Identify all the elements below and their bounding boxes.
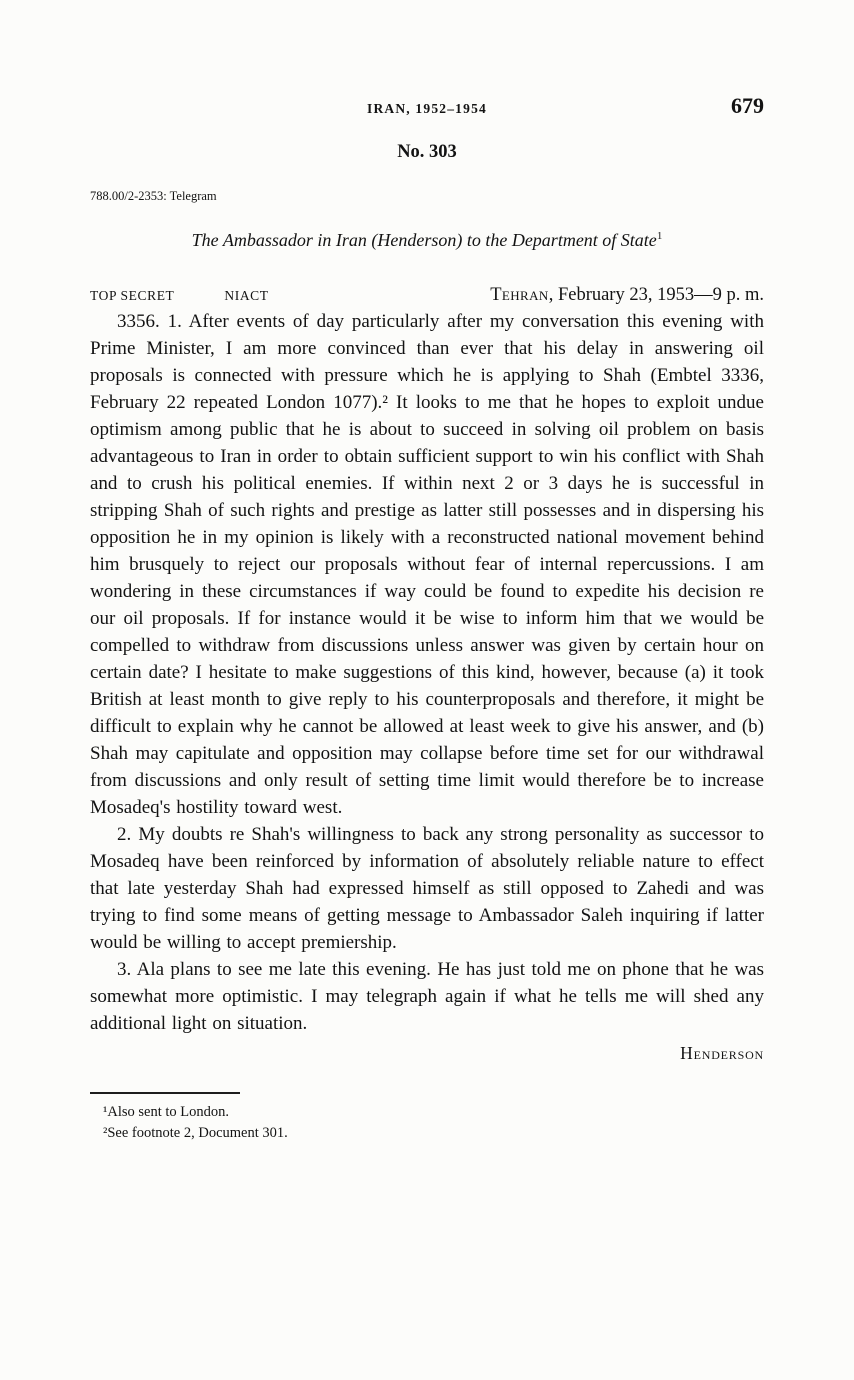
document-title-text: The Ambassador in Iran (Henderson) to the Department of State <box>191 230 657 250</box>
page-number: 679 <box>731 93 764 118</box>
footnote-1: ¹Also sent to London. <box>103 1104 229 1120</box>
dateline <box>490 285 764 306</box>
document-number: No. 303 <box>397 142 457 162</box>
source-reference: 788.00/2-2353: Telegram <box>90 189 217 203</box>
telegram-body <box>90 308 764 1037</box>
footnote-2: ²See footnote 2, Document 301. <box>103 1125 288 1141</box>
body-paragraph-1: 3356. 1. After events of day particularly after my conversation this evening with Prime Minister, I am more convinced than ever that his delay in answering oil proposals is connected with pressure which he is applying to Shah (Embtel 3336, February 22 repeated London 1077).² It looks to me that he hopes to exploit undue optimism among public that he is about to succeed in solving oil problem on basis advantageous to Iran in order to obtain sufficient support to win his conflict with Shah and to crush his political enemies. If within next 2 or 3 days he is successful in stripping Shah of such rights and prestige as latter still possesses and in dispersing his opposition he in my opinion is likely with a reconstructed national movement behind him brusquely to reject our proposals without fear of internal repercussions. I am wondering in these circumstances if way could be found to expedite his decision re our oil proposals. If for instance would it be wise to inform him that we would be compelled to withdraw from discussions unless answer was given by certain hour on certain date? I hesitate to make suggestions of this kind, however, because (a) it took British at least month to give reply to his counterproposals and therefore, it might be difficult to explain why he cannot be allowed at least week to give his answer, and (b) Shah may capitulate and opposition may collapse before time set for our withdrawal from discussions and only result of setting time limit would therefore be to increase Mosadeq's hostility toward west. <box>90 311 764 818</box>
classification-label: TOP SECRET <box>90 288 175 303</box>
running-head: IRAN, 1952–1954 <box>366 101 487 116</box>
signature: Henderson <box>680 1043 764 1063</box>
telegram-meta-line <box>90 285 764 306</box>
footnote-separator <box>90 1092 240 1094</box>
dateline-date: , February 23, 1953—9 p. m. <box>548 285 764 305</box>
document-title <box>90 230 764 251</box>
body-paragraph-2: 2. My doubts re Shah's willingness to back any strong personality as successor to Mosadeq have been reinforced by information of absolutely reliable nature to effect that late yesterday Shah had expressed himself as still opposed to Zahedi and was trying to find some means of getting message to Ambassador Saleh inquiring if latter would be willing to accept premiership. <box>90 824 764 953</box>
dateline-place: Tehran <box>490 285 549 305</box>
priority-label: NIACT <box>224 288 269 303</box>
footnotes <box>90 1102 764 1144</box>
page-header <box>90 93 764 126</box>
body-paragraph-3: 3. Ala plans to see me late this evening. He has just told me on phone that he was somewhat more optimistic. I may telegraph again if what he tells me will shed any additional light on situation. <box>90 959 764 1034</box>
footnote-ref-1: 1 <box>656 230 663 242</box>
